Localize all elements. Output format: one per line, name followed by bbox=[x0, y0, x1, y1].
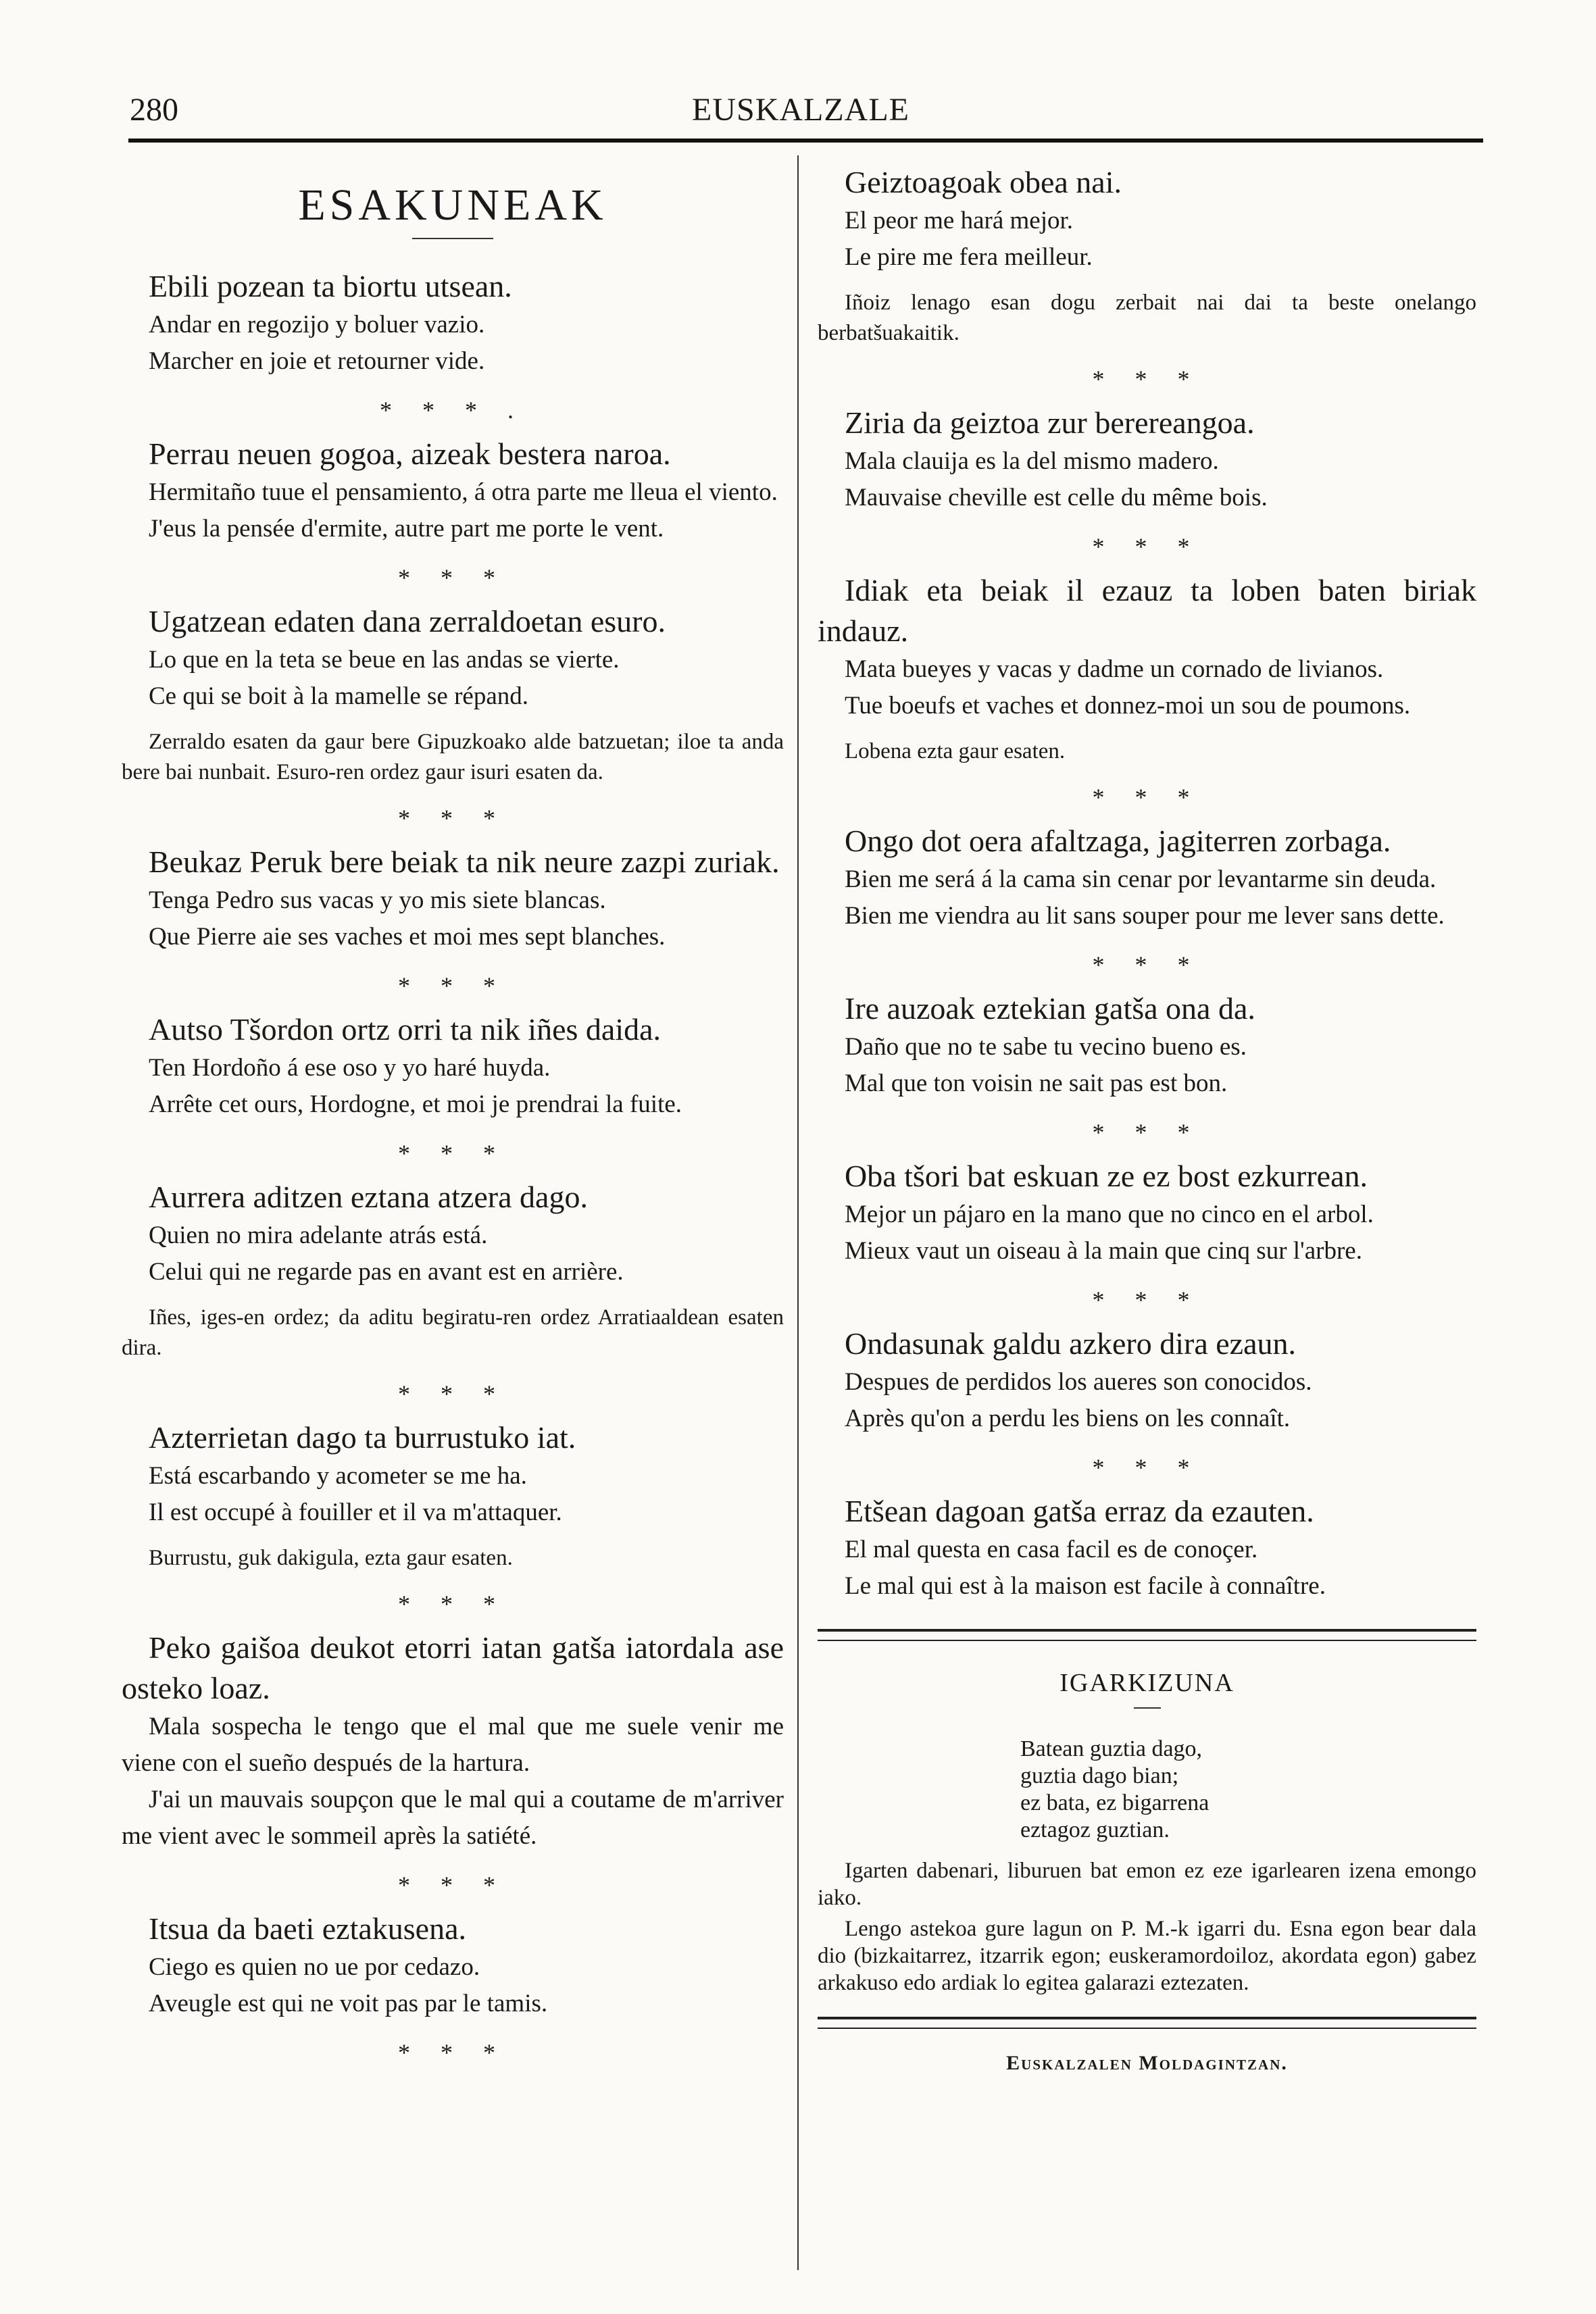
proverb-spanish: Despues de perdidos los aueres son conocidos. bbox=[845, 1368, 1312, 1396]
proverb-spanish: Daño que no te sabe tu vecino bueno es. bbox=[845, 1033, 1247, 1061]
asterism-separator: * * * bbox=[1092, 533, 1202, 560]
proverb-spanish: Mala clauija es la del mismo madero. bbox=[845, 447, 1219, 475]
asterism-separator: * * * bbox=[398, 1590, 507, 1617]
poem-line: Batean guztia dago, bbox=[1020, 1736, 1203, 1761]
proverb-spanish: Quien no mira adelante atrás está. bbox=[149, 1222, 488, 1249]
proverb-french: Le pire me fera meilleur. bbox=[845, 243, 1093, 271]
proverb-basque: Itsua da baeti eztakusena. bbox=[149, 1911, 466, 1946]
asterism-separator: * * * bbox=[1092, 1286, 1202, 1313]
proverb-note: Lobena ezta gaur esaten. bbox=[845, 739, 1066, 763]
proverb-basque: Azterrietan dago ta burrustuko iat. bbox=[149, 1420, 576, 1455]
proverb-basque: Ongo dot oera afaltzaga, jagiterren zorbaga. bbox=[845, 824, 1391, 858]
proverb-basque: Idiak eta beiak il ezauz ta loben baten biriak indauz. bbox=[818, 573, 1476, 648]
proverb-basque: Ire auzoak eztekian gatša ona da. bbox=[845, 991, 1255, 1026]
section-rule bbox=[818, 1629, 1476, 1641]
proverb-entry bbox=[818, 821, 1476, 982]
proverb-french: Après qu'on a perdu les biens on les connaît. bbox=[845, 1405, 1291, 1432]
proverb-basque: Perrau neuen gogoa, aizeak bestera naroa. bbox=[149, 436, 671, 471]
right-entries bbox=[818, 162, 1476, 1605]
proverb-entry bbox=[122, 1628, 784, 1902]
right-column bbox=[818, 162, 1476, 2075]
riddle-poem bbox=[1020, 1736, 1476, 1844]
asterism-separator: * * * bbox=[1092, 951, 1202, 978]
riddle-answer: Lengo astekoa gure lagun on P. M.-k igarri du. Esna egon bear dala dio (bizkaitarrez, itzarrik egon; euskeramordoiloz, akordata egon) gabez arkakuso edo ardiak lo egitea galarazi eztezaten. bbox=[818, 1917, 1476, 1995]
asterism-separator: * * * bbox=[398, 2039, 507, 2066]
asterism-separator: * * * bbox=[398, 805, 507, 832]
proverb-entry bbox=[818, 1156, 1476, 1317]
proverb-spanish: Lo que en la teta se beue en las andas se vierte. bbox=[149, 646, 620, 674]
proverb-spanish: Está escarbando y acometer se me ha. bbox=[149, 1462, 527, 1490]
asterism-separator: * * * bbox=[398, 972, 507, 999]
proverb-entry bbox=[818, 1491, 1476, 1605]
proverb-french: J'ai un mauvais soupçon que le mal qui a coutame de m'arriver me vient avec le sommeil après la satiété. bbox=[122, 1786, 784, 1850]
page-number: 280 bbox=[130, 92, 178, 128]
proverb-basque: Ziria da geiztoa zur berereangoa. bbox=[845, 405, 1255, 440]
proverb-spanish: El mal questa en casa facil es de conoçer. bbox=[845, 1536, 1258, 1563]
proverb-spanish: Andar en regozijo y boluer vazio. bbox=[149, 311, 485, 338]
asterism-separator: * * * bbox=[398, 564, 507, 591]
proverb-entry bbox=[122, 434, 784, 595]
proverb-entry bbox=[122, 1177, 784, 1411]
proverb-french: Il est occupé à fouiller et il va m'attaquer. bbox=[149, 1499, 562, 1526]
proverb-entry bbox=[818, 988, 1476, 1149]
proverb-basque: Geiztoagoak obea nai. bbox=[845, 165, 1122, 199]
proverb-basque: Oba tšori bat eskuan ze ez bost ezkurrean. bbox=[845, 1159, 1368, 1193]
running-title: EUSKALZALE bbox=[692, 92, 909, 128]
proverb-french: Bien me viendra au lit sans souper pour me lever sans dette. bbox=[845, 902, 1445, 930]
proverb-entry bbox=[818, 570, 1476, 814]
riddle-section bbox=[818, 1668, 1476, 1996]
proverb-spanish: Ten Hordoño á ese oso y yo haré huyda. bbox=[149, 1054, 551, 1082]
proverb-french: Mauvaise cheville est celle du même bois. bbox=[845, 484, 1268, 511]
page-header bbox=[122, 91, 1480, 132]
proverb-spanish: Ciego es quien no ue por cedazo. bbox=[149, 1953, 480, 1981]
left-column bbox=[122, 162, 784, 2076]
asterism-separator: * * * bbox=[1092, 366, 1202, 393]
header-rule bbox=[128, 139, 1483, 143]
proverb-french: Ce qui se boit à la mamelle se répand. bbox=[149, 682, 529, 710]
proverb-note: Burrustu, guk dakigula, ezta gaur esaten. bbox=[149, 1546, 513, 1570]
proverb-entry bbox=[122, 1417, 784, 1621]
proverb-basque: Autso Tšordon ortz orri ta nik iñes daida. bbox=[149, 1012, 662, 1047]
proverb-french: Tue boeufs et vaches et donnez-moi un sou de poumons. bbox=[845, 692, 1411, 720]
printer-footer: Euskalzalen Moldagintzan. bbox=[1006, 2052, 1288, 2074]
asterism-separator: * * * bbox=[398, 1140, 507, 1167]
left-entries bbox=[122, 266, 784, 2069]
poem-line: ez bata, ez bigarrena bbox=[1020, 1790, 1210, 1815]
asterism-separator: * * * bbox=[398, 1380, 507, 1407]
asterism-separator: * * * bbox=[398, 1871, 507, 1898]
proverb-basque: Ugatzean edaten dana zerraldoetan esuro. bbox=[149, 604, 666, 638]
proverb-basque: Aurrera aditzen eztana atzera dago. bbox=[149, 1180, 588, 1214]
proverb-spanish: Bien me será á la cama sin cenar por levantarme sin deuda. bbox=[845, 865, 1437, 893]
proverb-french: Mieux vaut un oiseau à la main que cinq sur l'arbre. bbox=[845, 1237, 1362, 1265]
asterism-separator: * * * . bbox=[380, 397, 526, 424]
proverb-entry bbox=[818, 162, 1476, 396]
proverb-spanish: Tenga Pedro sus vacas y yo mis siete blancas. bbox=[149, 886, 606, 914]
proverb-spanish: Mala sospecha le tengo que el mal que me suele venir me viene con el sueño después de la hartura. bbox=[122, 1713, 784, 1777]
riddle-heading: IGARKIZUNA bbox=[1059, 1669, 1235, 1697]
proverb-basque: Etšean dagoan gatša erraz da ezauten. bbox=[845, 1494, 1314, 1528]
proverb-french: Que Pierre aie ses vaches et moi mes sept blanches. bbox=[149, 923, 666, 951]
proverb-french: Celui qui ne regarde pas en avant est en arrière. bbox=[149, 1258, 624, 1286]
proverb-basque: Ondasunak galdu azkero dira ezaun. bbox=[845, 1326, 1296, 1361]
proverb-entry bbox=[122, 266, 784, 427]
title-rule bbox=[412, 238, 493, 239]
proverb-french: J'eus la pensée d'ermite, autre part me porte le vent. bbox=[149, 515, 664, 543]
proverb-note: Zerraldo esaten da gaur bere Gipuzkoako alde batzuetan; iloe ta anda bere bai nunbait. Esuro-ren ordez gaur isuri esaten da. bbox=[122, 730, 784, 784]
proverb-entry bbox=[818, 1324, 1476, 1484]
footer-rule bbox=[818, 2017, 1476, 2029]
poem-line: guztia dago bian; bbox=[1020, 1763, 1179, 1788]
proverb-french: Mal que ton voisin ne sait pas est bon. bbox=[845, 1070, 1228, 1097]
proverb-note: Iñes, iges-en ordez; da aditu begiratu-ren ordez Arratiaaldean esaten dira. bbox=[122, 1305, 784, 1360]
article-title: ESAKUNEAK bbox=[298, 180, 607, 230]
proverb-spanish: Hermitaño tuue el pensamiento, á otra parte me lleua el viento. bbox=[149, 478, 778, 506]
riddle-dash bbox=[1134, 1707, 1161, 1709]
proverb-entry bbox=[122, 842, 784, 1003]
proverb-entry bbox=[122, 1009, 784, 1170]
asterism-separator: * * * bbox=[1092, 784, 1202, 811]
proverb-entry bbox=[122, 601, 784, 835]
asterism-separator: * * * bbox=[1092, 1454, 1202, 1481]
proverb-spanish: Mejor un pájaro en la mano que no cinco en el arbol. bbox=[845, 1201, 1374, 1228]
proverb-basque: Ebili pozean ta biortu utsean. bbox=[149, 269, 512, 303]
poem-line: eztagoz guztian. bbox=[1020, 1817, 1170, 1842]
column-divider bbox=[797, 155, 799, 2270]
proverb-entry bbox=[122, 1909, 784, 2069]
proverb-french: Arrête cet ours, Hordogne, et moi je prendrai la fuite. bbox=[149, 1090, 682, 1118]
proverb-french: Aveugle est qui ne voit pas par le tamis. bbox=[149, 1990, 548, 2017]
proverb-french: Marcher en joie et retourner vide. bbox=[149, 347, 485, 375]
proverb-french: Le mal qui est à la maison est facile à connaître. bbox=[845, 1572, 1326, 1600]
proverb-spanish: El peor me hará mejor. bbox=[845, 207, 1074, 234]
proverb-basque: Peko gaišoa deukot etorri iatan gatša iatordala ase osteko loaz. bbox=[122, 1630, 784, 1705]
asterism-separator: * * * bbox=[1092, 1119, 1202, 1146]
proverb-entry bbox=[818, 403, 1476, 563]
proverb-spanish: Mata bueyes y vacas y dadme un cornado de livianos. bbox=[845, 655, 1384, 683]
proverb-note: Iñoiz lenago esan dogu zerbait nai dai ta beste onelango berbatšuakaitik. bbox=[818, 291, 1476, 345]
riddle-text: Igarten dabenari, liburuen bat emon ez eze igarlearen izena emongo iako. bbox=[818, 1859, 1476, 1910]
proverb-basque: Beukaz Peruk bere beiak ta nik neure zazpi zuriak. bbox=[149, 845, 780, 879]
